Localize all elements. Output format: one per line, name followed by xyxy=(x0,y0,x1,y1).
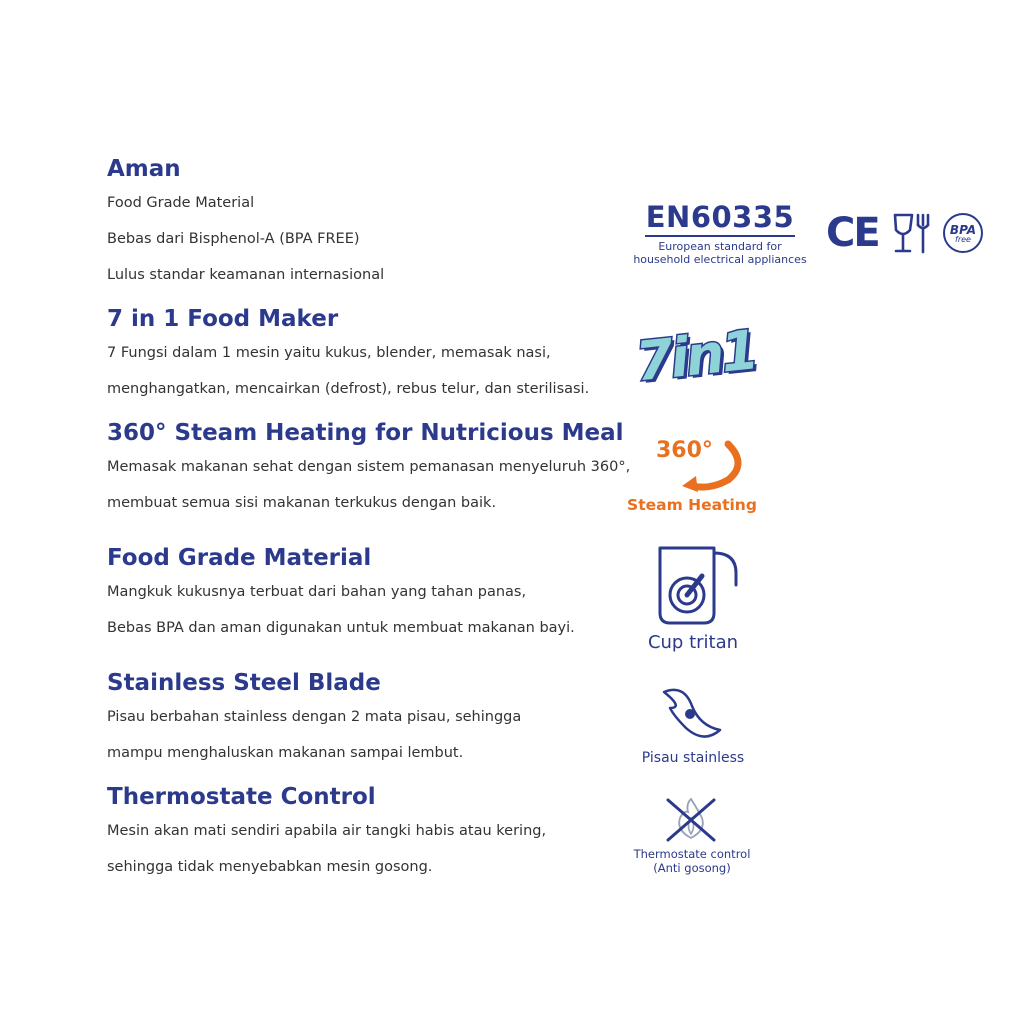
seven-in-one-icon xyxy=(632,318,759,400)
section-title: Thermostate Control xyxy=(107,784,376,810)
section-title: 7 in 1 Food Maker xyxy=(107,306,339,332)
section-line: 7 Fungsi dalam 1 mesin yaitu kukus, blender, memasak nasi, xyxy=(107,345,551,361)
section-line: Pisau berbahan stainless dengan 2 mata pisau, sehingga xyxy=(107,709,522,725)
section-line: membuat semua sisi makanan terkukus dengan baik. xyxy=(107,495,497,511)
section-steam xyxy=(107,419,631,521)
section-title: Stainless Steel Blade xyxy=(107,670,381,696)
section-aman xyxy=(107,155,627,293)
section-line: Memasak makanan sehat dengan sistem pemanasan menyeluruh 360°, xyxy=(107,459,631,475)
en60335-sub-1: European standard for xyxy=(658,240,782,253)
thermo-label-2: (Anti gosong) xyxy=(653,861,731,875)
section-line: Lulus standar keamanan internasional xyxy=(107,267,385,283)
en60335-title: EN60335 xyxy=(645,200,795,234)
bpa-free-main: BPA xyxy=(949,223,977,237)
section-line: Mesin akan mati sendiri apabila air tangki habis atau kering, xyxy=(107,823,547,839)
section-blade xyxy=(107,669,627,771)
section-line: sehingga tidak menyebabkan mesin gosong. xyxy=(107,859,433,875)
section-line: Bebas BPA dan aman digunakan untuk membuat makanan bayi. xyxy=(107,620,575,636)
section-line: Bebas dari Bisphenol-A (BPA FREE) xyxy=(107,231,360,247)
bpa-free-sub: free xyxy=(955,235,971,244)
bpa-free-icon xyxy=(943,213,983,253)
blade-label: Pisau stainless xyxy=(641,750,745,766)
cup-icon xyxy=(656,545,742,627)
seven-in-one-text: 7in1 xyxy=(632,318,759,394)
section-line: menghangatkan, mencairkan (defrost), rebus telur, dan sterilisasi. xyxy=(107,381,590,397)
steam-360-number: 360° xyxy=(656,438,713,463)
section-line: Food Grade Material xyxy=(107,195,255,211)
en60335-sub-2: household electrical appliances xyxy=(633,253,807,266)
section-title: Food Grade Material xyxy=(107,545,372,571)
thermo-label-1: Thermostate control xyxy=(633,847,751,861)
blade-icon xyxy=(660,686,724,746)
section-7in1 xyxy=(107,305,627,407)
en60335-badge xyxy=(625,200,815,266)
steam-heating-label: Steam Heating xyxy=(627,496,757,514)
section-title: Aman xyxy=(107,156,181,182)
section-thermostate xyxy=(107,783,627,885)
ce-mark-icon: CE xyxy=(826,210,879,256)
section-food-grade xyxy=(107,544,627,646)
cup-tritan-label: Cup tritan xyxy=(647,632,739,653)
section-title: 360° Steam Heating for Nutricious Meal xyxy=(107,420,624,446)
food-safe-icon xyxy=(892,212,934,256)
steam-360-icon xyxy=(622,430,762,520)
badge-divider xyxy=(645,235,795,237)
no-fire-icon xyxy=(664,796,718,844)
section-line: mampu menghaluskan makanan sampai lembut. xyxy=(107,745,464,761)
section-line: Mangkuk kukusnya terbuat dari bahan yang tahan panas, xyxy=(107,584,527,600)
